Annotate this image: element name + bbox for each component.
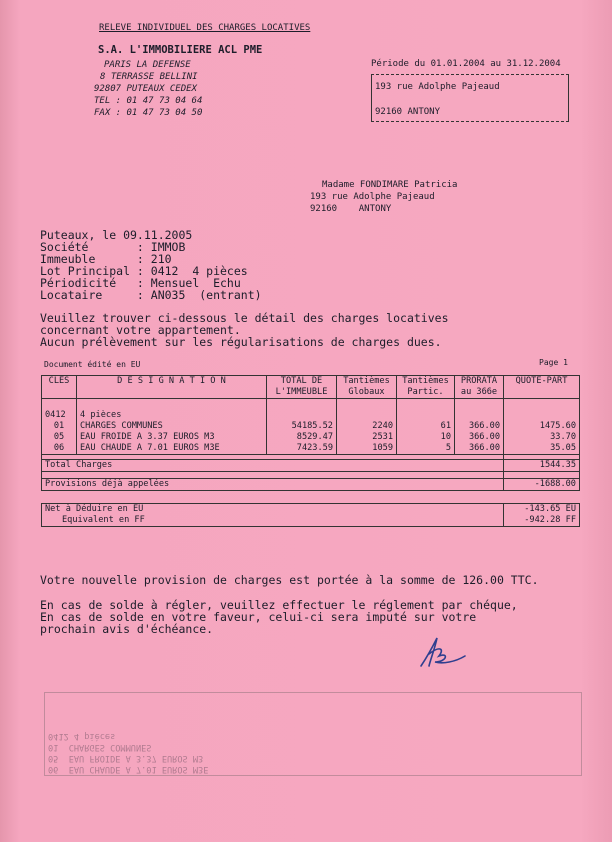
header-quote: QUOTE-PART xyxy=(504,376,580,388)
company-name: S.A. L'IMMOBILIERE ACL PME xyxy=(98,44,263,56)
meta-date: Puteaux, le 09.11.2005 xyxy=(40,228,193,242)
header-prorata-sub: au 366e xyxy=(455,387,504,399)
net-row: Net à Déduire en EU -143.65 EU xyxy=(42,504,580,516)
new-provision: Votre nouvelle provision de charges est portée à la somme de 126.00 TTC. xyxy=(40,573,539,587)
table-row: 06 EAU CHAUDE A 7.01 EUROS M3E 7423.59 1059 5 366.00 35.05 xyxy=(42,443,580,455)
property-city: 92160 ANTONY xyxy=(375,107,441,117)
intro-line: Aucun prélèvement sur les régularisations de charges dues. xyxy=(40,335,442,349)
show-through-text: 06 EAU CHAUDE A 7.01 EUROS M3E 05 EAU FROIDE A 3.37 EUROS M3 01 CHARGES COMMUNES 0412 4 pièces xyxy=(44,636,582,776)
company-phone: TEL : 01 47 73 04 64 xyxy=(94,96,203,106)
recipient-name: Madame FONDIMARE Patricia xyxy=(322,180,458,190)
closing-line: prochain avis d'échéance. xyxy=(40,622,214,636)
header-partic-sub: Partic. xyxy=(397,387,455,399)
company-fax: FAX : 01 47 73 04 50 xyxy=(94,108,203,118)
recipient-city: 92160 ANTONY xyxy=(310,204,392,214)
header-designation: D E S I G N A T I O N xyxy=(77,376,267,388)
closing-line: En cas de solde en votre faveur, celui-ci sera imputé sur votre xyxy=(40,610,477,624)
table-row: 0412 4 pièces xyxy=(42,410,580,421)
header-cles: CLES xyxy=(42,376,77,388)
meta-immeuble: Immeuble : 210 xyxy=(40,252,172,266)
header-prorata: PRORATA xyxy=(455,376,504,388)
header-total: TOTAL DE xyxy=(267,376,337,388)
provisions-row: Provisions déjà appelées -1688.00 xyxy=(42,479,580,491)
total-row: Total Charges 1544.35 xyxy=(42,460,580,472)
document-title: RELEVE INDIVIDUEL DES CHARGES LOCATIVES xyxy=(99,23,311,33)
intro-line: Veuillez trouver ci-dessous le détail des charges locatives xyxy=(40,311,449,325)
company-line: 8 TERRASSE BELLINI xyxy=(100,72,198,82)
meta-periodicite: Périodicité : Mensuel Echu xyxy=(40,276,241,290)
header-total-sub: L'IMMEUBLE xyxy=(267,387,337,399)
page-number: Page 1 xyxy=(539,358,568,367)
intro-line: concernant votre appartement. xyxy=(40,323,241,337)
closing-line: En cas de solde à régler, veuillez effectuer le réglement par chéque, xyxy=(40,598,518,612)
header-globaux: Tantièmes xyxy=(337,376,397,388)
company-line: 92807 PUTEAUX CEDEX xyxy=(94,84,197,94)
table-row: 05 EAU FROIDE A 3.37 EUROS M3 8529.47 2531 10 366.00 33.70 xyxy=(42,432,580,443)
period: Période du 01.01.2004 au 31.12.2004 xyxy=(371,59,561,69)
table-row: 01 CHARGES COMMUNES 54185.52 2240 61 366.00 1475.60 xyxy=(42,421,580,432)
property-street: 193 rue Adolphe Pajeaud xyxy=(375,82,500,92)
doc-note: Document édité en EU xyxy=(44,360,141,369)
company-line: PARIS LA DEFENSE xyxy=(104,60,191,70)
meta-locataire: Locataire : AN035 (entrant) xyxy=(40,288,262,302)
recipient-street: 193 rue Adolphe Pajeaud xyxy=(310,192,435,202)
charges-table xyxy=(41,375,580,527)
meta-lot: Lot Principal : 0412 4 pièces xyxy=(40,264,248,278)
ff-row: Equivalent en FF -942.28 FF xyxy=(42,515,580,527)
meta-societe: Société : IMMOB xyxy=(40,240,186,254)
header-partic: Tantièmes xyxy=(397,376,455,388)
header-globaux-sub: Globaux xyxy=(337,387,397,399)
